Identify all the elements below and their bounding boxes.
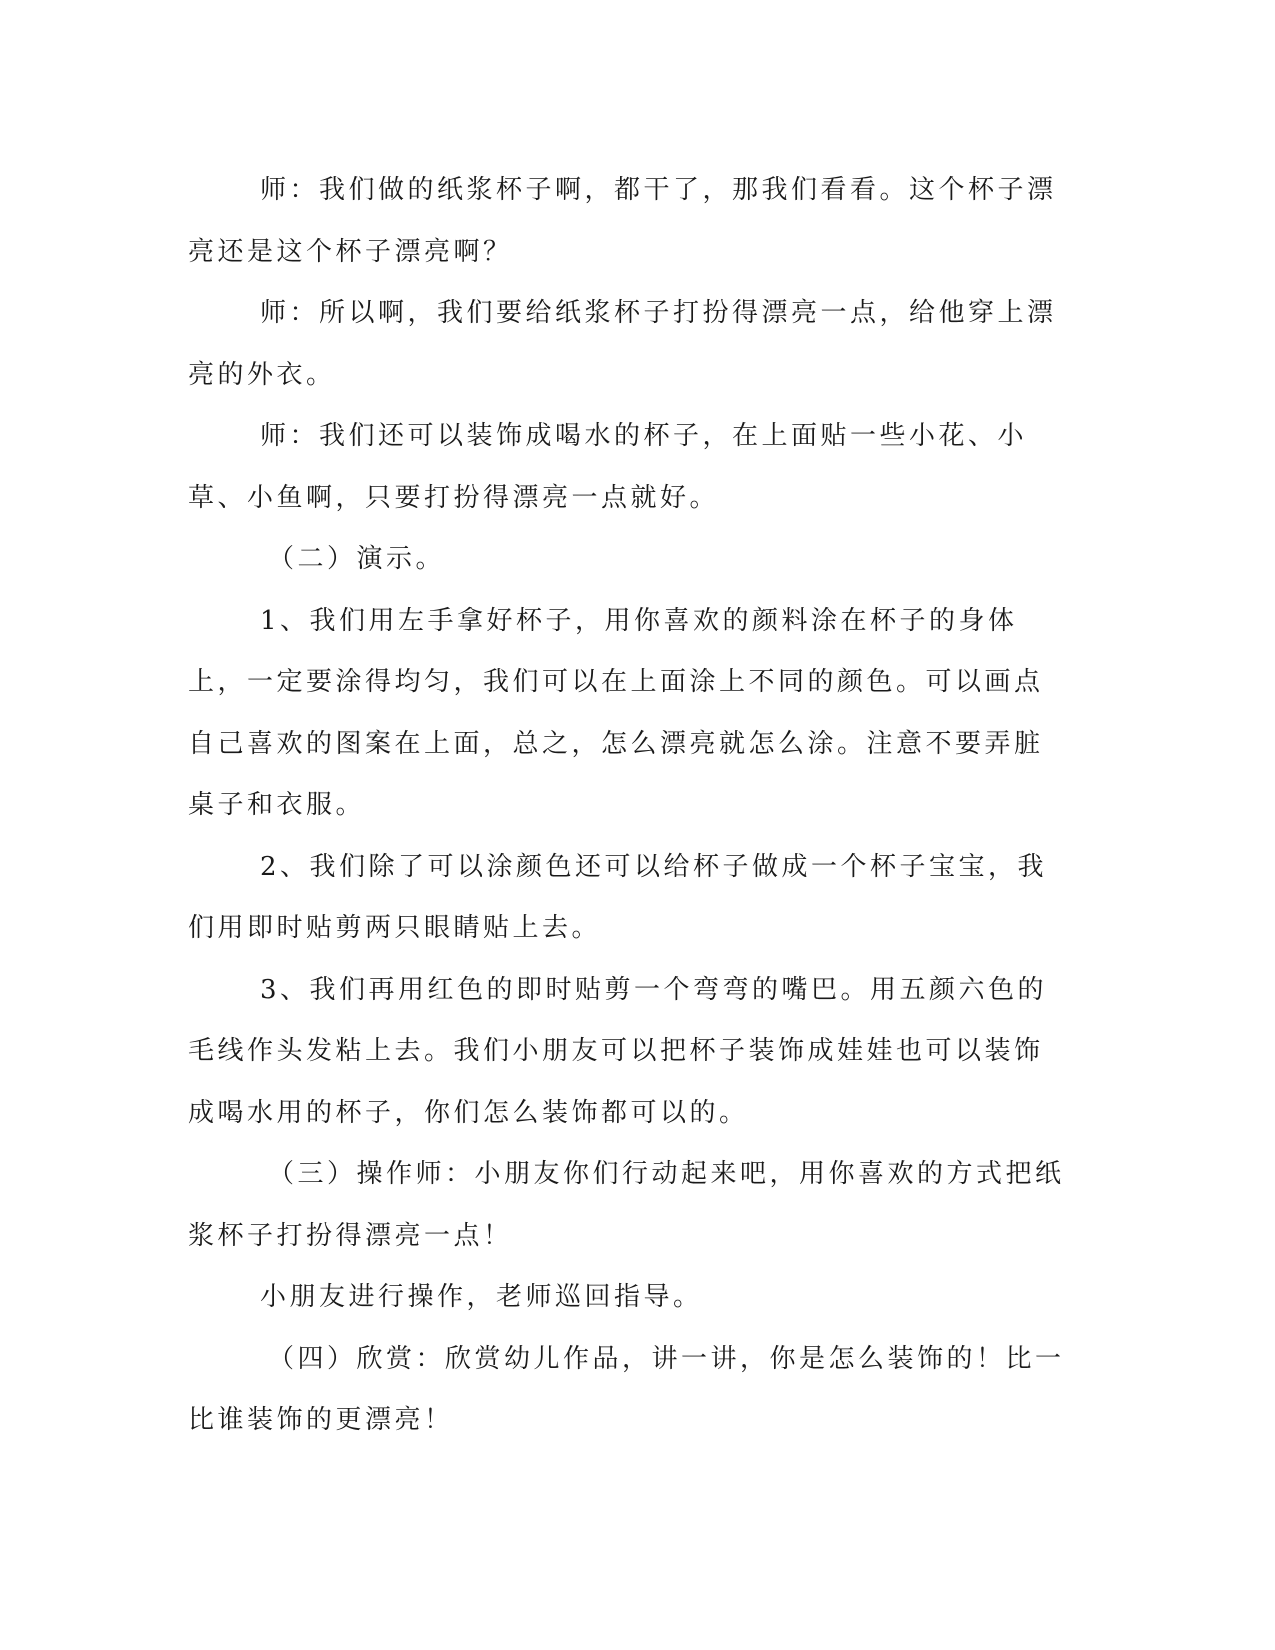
paragraph-teacher-cups-dry: 师：我们做的纸浆杯子啊，都干了，那我们看看。这个杯子漂亮还是这个杯子漂亮啊？ — [188, 175, 1057, 267]
document-body — [188, 160, 1068, 1452]
section-heading-appreciation: （四）欣赏：欣赏幼儿作品，讲一讲，你是怎么装饰的！比一比谁装饰的更漂亮！ — [188, 1343, 1065, 1435]
paragraph-teacher-decorate: 师：我们还可以装饰成喝水的杯子，在上面贴一些小花、小草、小鱼啊，只要打扮得漂亮一点就好。 — [188, 421, 1028, 513]
paragraph-step-3: 3、我们再用红色的即时贴剪一个弯弯的嘴巴。用五颜六色的毛线作头发粘上去。我们小朋友可以把杯子装饰成娃娃也可以装饰成喝水用的杯子，你们怎么装饰都可以的。 — [188, 974, 1048, 1128]
section-heading-operation: （三）操作师：小朋友你们行动起来吧，用你喜欢的方式把纸浆杯子打扮得漂亮一点！ — [188, 1159, 1065, 1251]
paragraph-teacher-dress-up: 师：所以啊，我们要给纸浆杯子打扮得漂亮一点，给他穿上漂亮的外衣。 — [188, 298, 1057, 390]
section-heading-demonstration: （二）演示。 — [268, 544, 446, 574]
paragraph-step-1: 1、我们用左手拿好杯子，用你喜欢的颜料涂在杯子的身体上，一定要涂得均匀，我们可以在上面涂上不同的颜色。可以画点自己喜欢的图案在上面，总之，怎么漂亮就怎么涂。注意不要弄脏桌子和衣服。 — [188, 605, 1044, 820]
paragraph-children-operate: 小朋友进行操作，老师巡回指导。 — [260, 1282, 703, 1312]
paragraph-step-2: 2、我们除了可以涂颜色还可以给杯子做成一个杯子宝宝，我们用即时贴剪两只眼睛贴上去。 — [188, 851, 1048, 943]
